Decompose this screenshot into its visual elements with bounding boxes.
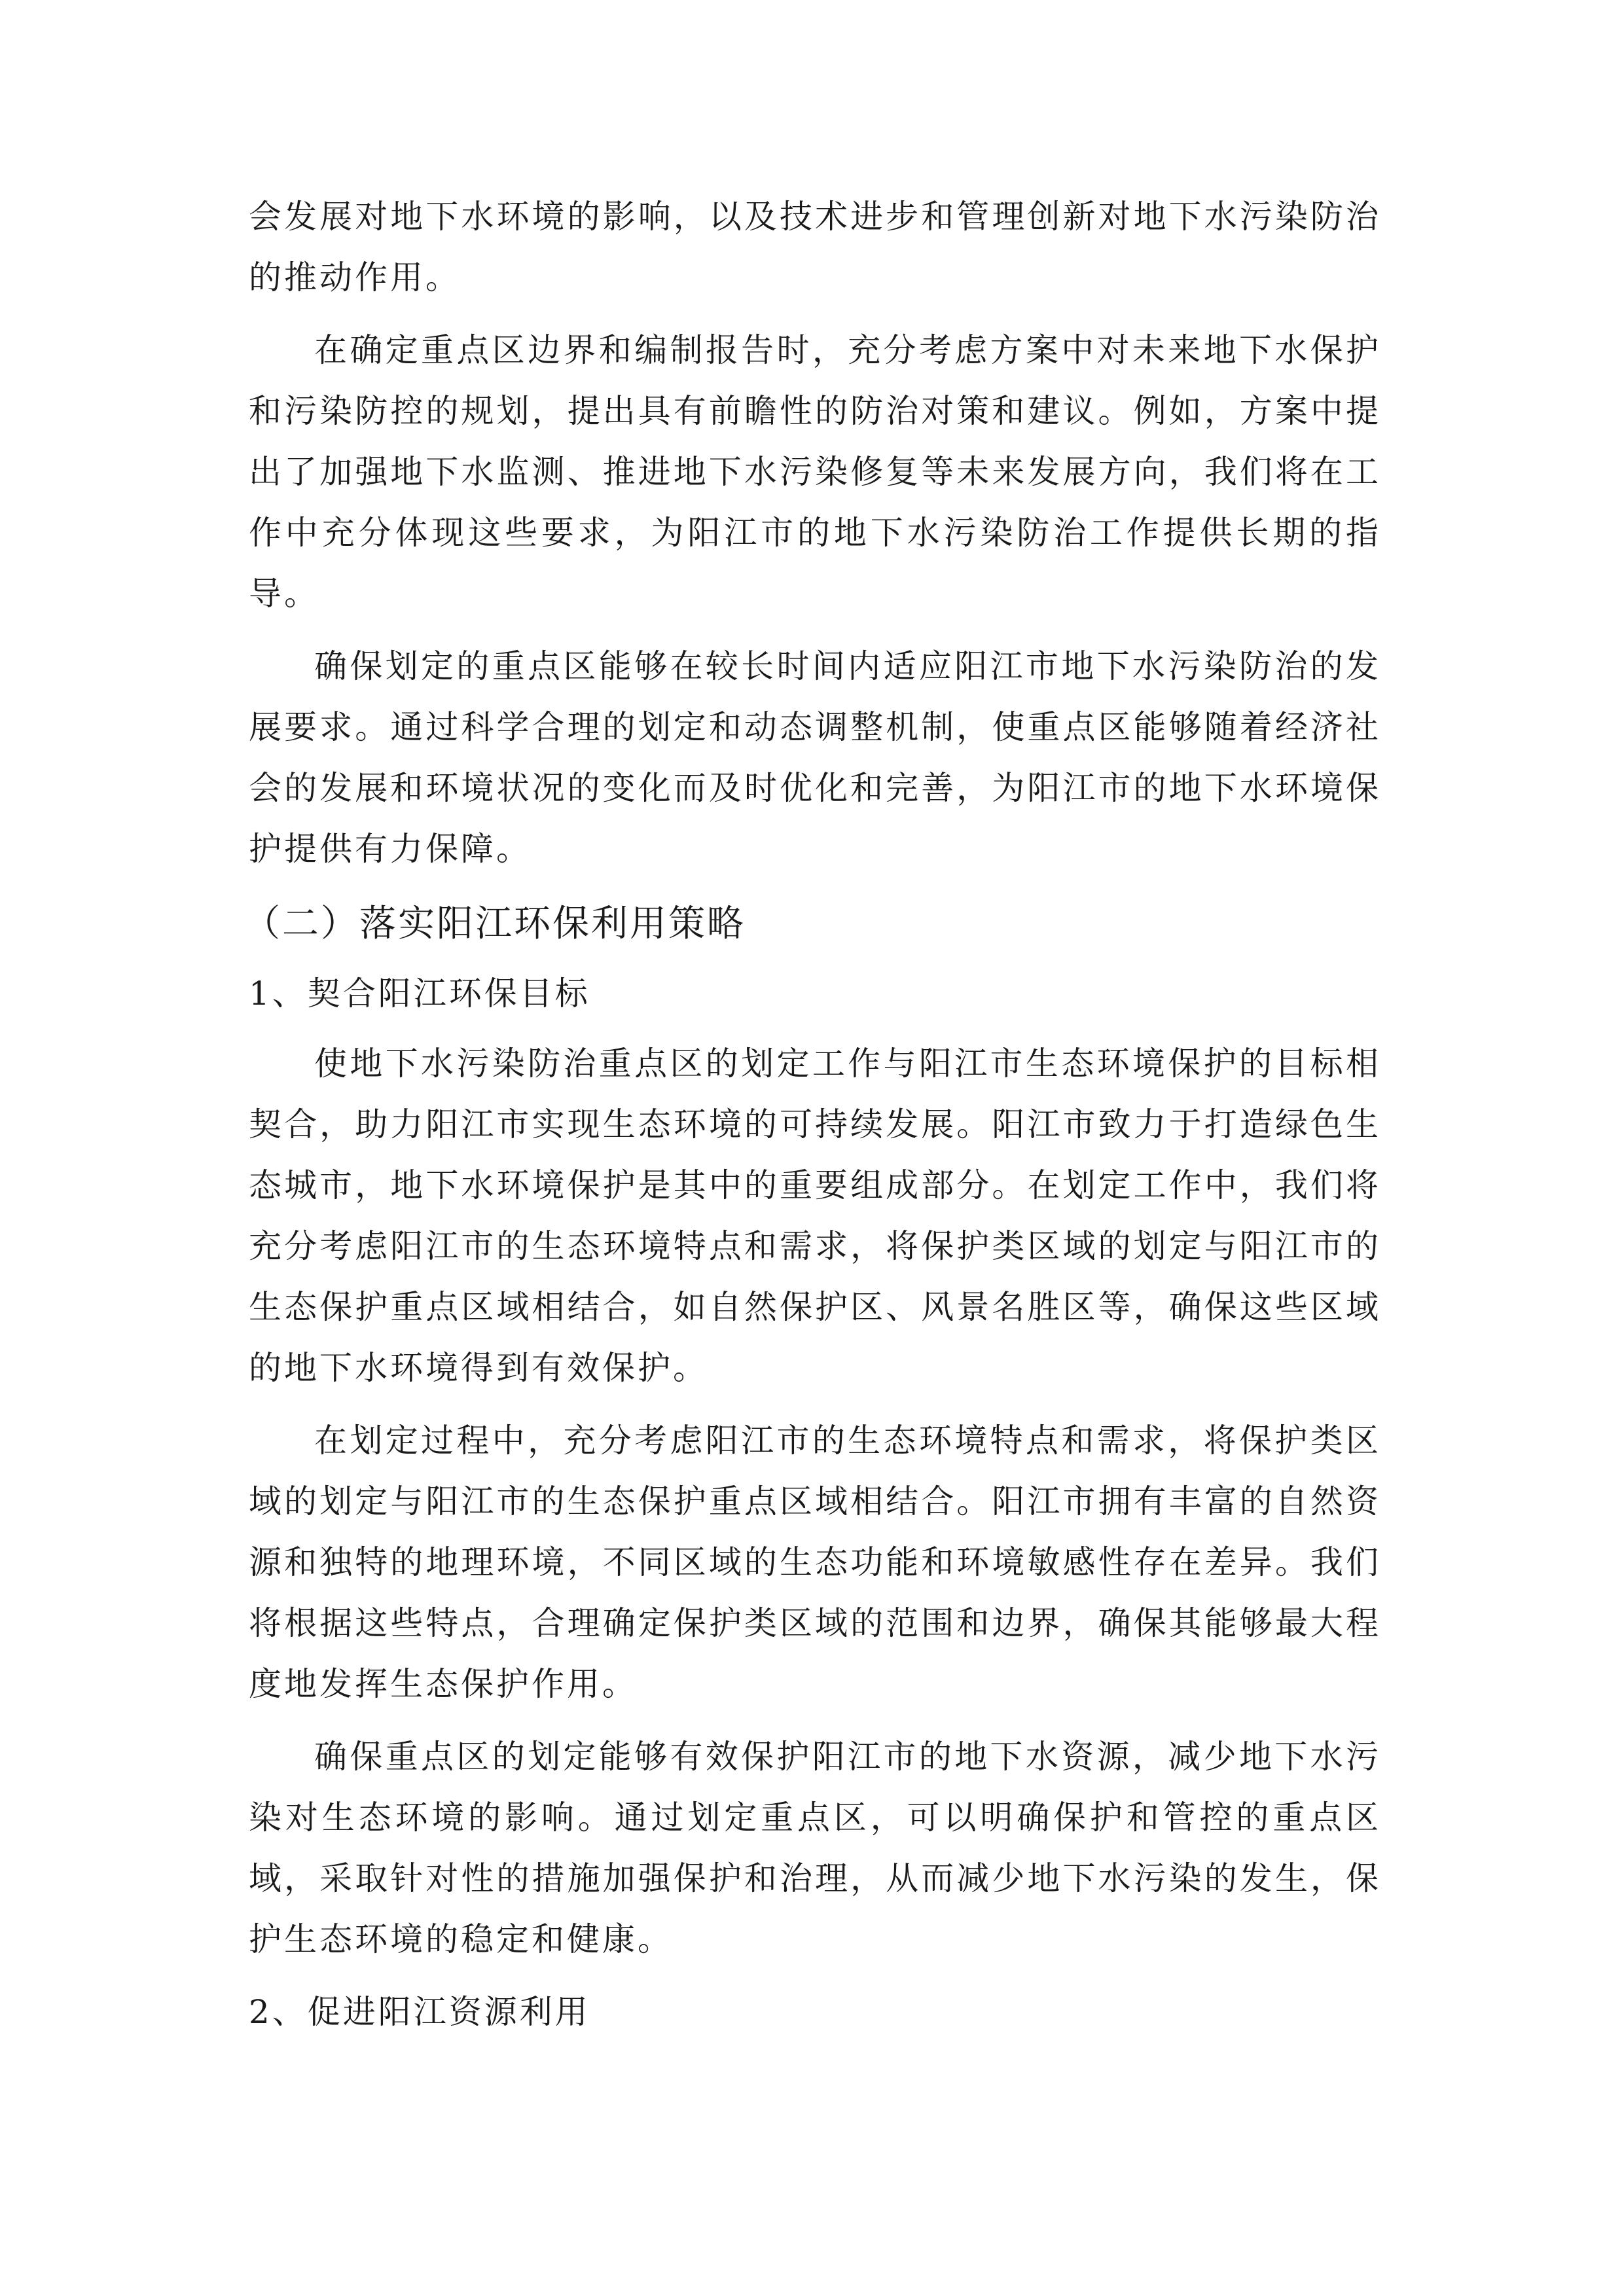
paragraph-align-goals: 使地下水污染防治重点区的划定工作与阳江市生态环境保护的目标相契合，助力阳江市实现生态环境的可持续发展。阳江市致力于打造绿色生态城市，地下水环境保护是其中的重要组成部分。在划定工作中，我们将充分考虑阳江市的生态环境特点和需求，将保护类区域的划定与阳江市的生态保护重点区域相结合，如自然保护区、风景名胜区等，确保这些区域的地下水环境得到有效保护。 <box>249 1045 1381 1387</box>
paragraph-delineation-process: 在划定过程中，充分考虑阳江市的生态环境特点和需求，将保护类区域的划定与阳江市的生态保护重点区域相结合。阳江市拥有丰富的自然资源和独特的地理环境，不同区域的生态功能和环境敏感性存在差异。我们将根据这些特点，合理确定保护类区域的范围和边界，确保其能够最大程度地发挥生态保护作用。 <box>249 1422 1381 1703</box>
paragraph-long-term-adaptation: 确保划定的重点区能够在较长时间内适应阳江市地下水污染防治的发展要求。通过科学合理的划定和动态调整机制，使重点区能够随着经济社会的发展和环境状况的变化而及时优化和完善，为阳江市的地下水环境保护提供有力保障。 <box>249 647 1381 868</box>
subheading-resource-utilization: 2、促进阳江资源利用 <box>249 1993 590 2031</box>
paragraph-protect-groundwater: 确保重点区的划定能够有效保护阳江市的地下水资源，减少地下水污染对生态环境的影响。通过划定重点区，可以明确保护和管控的重点区域，采取针对性的措施加强保护和治理，从而减少地下水污染的发生，保护生态环境的稳定和健康。 <box>249 1738 1381 1958</box>
subheading-environmental-goals: 1、契合阳江环保目标 <box>249 975 590 1013</box>
page-content <box>244 187 1381 2052</box>
paragraph-boundary-report: 在确定重点区边界和编制报告时，充分考虑方案中对未来地下水保护和污染防控的规划，提出具有前瞻性的防治对策和建议。例如，方案中提出了加强地下水监测、推进地下水污染修复等未来发展方向，我们将在工作中充分体现这些要求，为阳江市的地下水污染防治工作提供长期的指导。 <box>249 331 1381 613</box>
paragraph-continuation: 会发展对地下水环境的影响，以及技术进步和管理创新对地下水污染防治的推动作用。 <box>249 198 1381 296</box>
section-heading: （二）落实阳江环保利用策略 <box>244 903 746 945</box>
